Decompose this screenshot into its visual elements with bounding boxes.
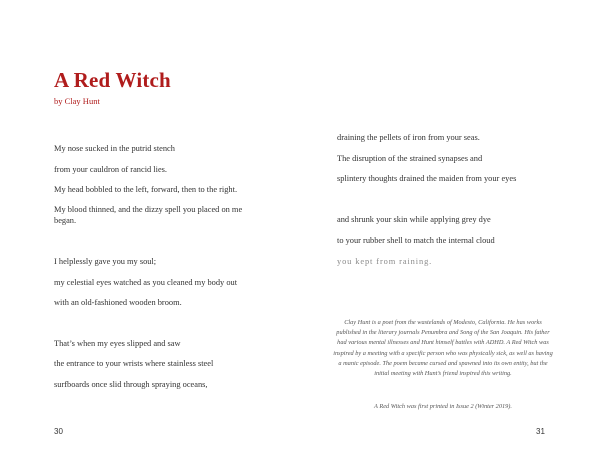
poem-line: draining the pellets of iron from your seas.: [337, 133, 480, 142]
publication-note: A Red Witch was first printed in Issue 2 (Winter 2019).: [374, 403, 512, 410]
poem-line: my celestial eyes watched as you cleaned my body out: [54, 278, 238, 287]
poem-line: I helplessly gave you my soul;: [54, 257, 157, 266]
poem-line: That’s when my eyes slipped and saw: [54, 339, 181, 348]
poem-line: began.: [54, 216, 77, 225]
poem-line: splintery thoughts drained the maiden from your eyes: [337, 174, 517, 183]
right-page: [300, 0, 600, 463]
page-number-left: 30: [54, 427, 63, 436]
poem-line: My nose sucked in the putrid stench: [54, 144, 175, 153]
poem-line: and shrunk your skin while applying grey dye: [337, 215, 491, 224]
poem-line: from your cauldron of rancid lies.: [54, 165, 168, 174]
page-number-right: 31: [536, 427, 545, 436]
poem-byline: by Clay Hunt: [54, 96, 100, 106]
poem-title: A Red Witch: [54, 68, 171, 92]
poem-line: surfboards once slid through spraying oceans,: [54, 380, 208, 389]
poem-line: The disruption of the strained synapses and: [337, 154, 483, 163]
poem-line: to your rubber shell to match the internal cloud: [337, 236, 495, 245]
poem-line-faded: you kept from raining.: [337, 257, 433, 266]
poem-line: with an old-fashioned wooden broom.: [54, 298, 182, 307]
poem-line: My head bobbled to the left, forward, then to the right.: [54, 185, 238, 194]
poem-line: My blood thinned, and the dizzy spell you placed on me: [54, 205, 243, 214]
author-bio: Clay Hunt is a poet from the wastelands of Modesto, California. He has works published in the literary journals Penumbra and Song of the San Joaquin. His father had various mental illnesses and Hunt himself battles with ADHD. A Red Witch was inspired by a meeting with a specific person who was physically sick, as well as having a manic episode. The poem became cursed and spawned into its own entity, but the initial meeting with Hunt’s friend inspired this writing.: [333, 319, 553, 378]
poem-line: the entrance to your wrists where stainless steel: [54, 359, 214, 368]
